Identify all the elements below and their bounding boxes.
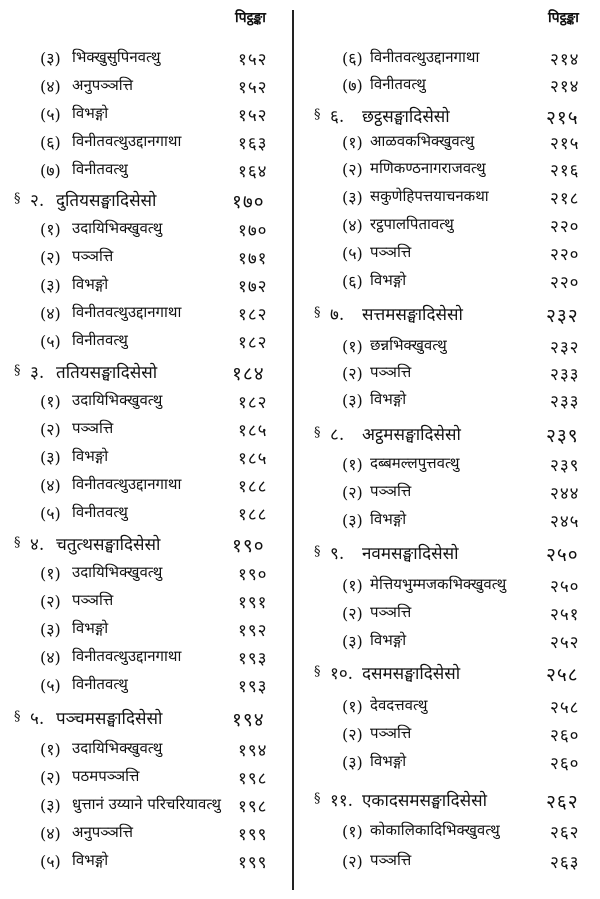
entry-page-number: २६० xyxy=(550,726,580,746)
toc-entry xyxy=(300,47,600,73)
entry-title: विनीतवत्थुउद्दानगाथा xyxy=(72,647,182,665)
entry-number: (१) xyxy=(40,392,61,411)
section-page-number: १९० xyxy=(232,535,265,557)
toc-entry xyxy=(300,574,600,600)
section-heading xyxy=(300,104,600,130)
section-title: अट्ठमसङ्घादिसेसो xyxy=(362,425,461,445)
entry-title: पञ्ञत्ति xyxy=(370,243,412,261)
entry-title: दब्बमल्लपुत्तवत्थु xyxy=(370,454,460,472)
section-page-number: २५० xyxy=(546,544,579,566)
toc-entry xyxy=(300,74,600,100)
toc-entry xyxy=(0,418,290,444)
section-title: एकादसमसङ्घादिसेसो xyxy=(362,791,488,811)
section-number: ९. xyxy=(330,544,345,564)
section-heading xyxy=(300,661,600,687)
entry-page-number: २५८ xyxy=(550,698,580,718)
section-page-number: १९४ xyxy=(232,709,265,731)
entry-number: (५) xyxy=(342,244,363,263)
entry-page-number: १८८ xyxy=(238,505,268,525)
entry-page-number: १९३ xyxy=(238,677,268,697)
section-mark: § xyxy=(14,191,21,206)
toc-entry xyxy=(0,75,290,101)
entry-number: (६) xyxy=(40,133,61,152)
toc-entry xyxy=(300,630,600,656)
entry-page-number: १७१ xyxy=(238,249,268,269)
entry-page-number: २३९ xyxy=(550,456,580,476)
section-page-number: २३९ xyxy=(546,425,579,447)
entry-page-number: २६२ xyxy=(550,823,580,843)
section-number: ५. xyxy=(30,709,45,729)
section-title: दसमसङ्घादिसेसो xyxy=(362,664,461,684)
section-number: ८. xyxy=(330,425,345,445)
entry-page-number: १९० xyxy=(238,565,268,585)
entry-title: विनीतवत्थु xyxy=(72,331,128,349)
entry-title: पञ्ञत्ति xyxy=(72,419,114,437)
toc-entry xyxy=(0,502,290,528)
toc-entry xyxy=(300,695,600,721)
entry-number: (५) xyxy=(40,504,61,523)
entry-page-number: १७२ xyxy=(238,277,268,297)
section-title: दुतियसङ्घादिसेसो xyxy=(56,191,157,211)
section-heading xyxy=(0,188,290,214)
toc-entry xyxy=(0,131,290,157)
entry-title: सकुणेहिपत्तयाचनकथा xyxy=(370,187,489,205)
entry-page-number: १५२ xyxy=(238,106,268,126)
entry-page-number: १७० xyxy=(238,221,268,241)
entry-title: देवदत्तवत्थु xyxy=(370,696,428,714)
column-divider xyxy=(292,10,294,890)
entry-number: (१) xyxy=(342,576,363,595)
toc-entry xyxy=(300,453,600,479)
entry-page-number: १८२ xyxy=(238,305,268,325)
entry-title: विनीतवत्थु xyxy=(72,503,128,521)
entry-number: (५) xyxy=(40,332,61,351)
section-page-number: १७० xyxy=(232,191,265,213)
entry-page-number: १६४ xyxy=(238,162,268,182)
section-mark: § xyxy=(14,535,21,550)
toc-entry xyxy=(300,820,600,846)
toc-entry xyxy=(300,362,600,388)
section-number: ३. xyxy=(30,363,45,383)
section-heading xyxy=(300,422,600,448)
entry-page-number: १९८ xyxy=(238,769,268,789)
entry-page-number: १८२ xyxy=(238,333,268,353)
entry-title: भिक्खुसुपिनवत्थु xyxy=(72,48,161,66)
entry-page-number: १९२ xyxy=(238,621,268,641)
entry-title: उदायिभिक्खुवत्थु xyxy=(72,739,163,757)
entry-page-number: १८५ xyxy=(238,449,268,469)
entry-page-number: १८५ xyxy=(238,421,268,441)
entry-number: (३) xyxy=(40,796,61,815)
entry-title: विभङ्गो xyxy=(72,851,109,869)
toc-entry xyxy=(300,158,600,184)
section-number: ४. xyxy=(30,535,45,555)
section-heading xyxy=(300,541,600,567)
entry-title: मेत्तियभुम्मजकभिक्खुवत्थु xyxy=(370,575,507,593)
entry-title: धुत्तानं उय्याने परिचरियावत्थु xyxy=(72,795,221,813)
entry-number: (१) xyxy=(40,740,61,759)
entry-number: (२) xyxy=(342,364,363,383)
entry-title: पञ्ञत्ति xyxy=(370,724,412,742)
toc-entry xyxy=(300,214,600,240)
toc-entry xyxy=(0,274,290,300)
entry-number: (७) xyxy=(40,161,61,180)
entry-page-number: २१८ xyxy=(550,189,580,209)
entry-number: (३) xyxy=(342,632,363,651)
page-number-header: पिट्ठङ्का xyxy=(235,10,266,26)
entry-number: (२) xyxy=(342,725,363,744)
entry-number: (२) xyxy=(342,160,363,179)
entry-number: (५) xyxy=(40,676,61,695)
entry-title: कोकालिकादिभिक्खुवत्थु xyxy=(370,821,500,839)
section-page-number: १८४ xyxy=(232,363,265,385)
entry-page-number: २२० xyxy=(550,217,580,237)
entry-title: विभङ्गो xyxy=(370,752,407,770)
entry-number: (३) xyxy=(342,511,363,530)
entry-number: (५) xyxy=(40,852,61,871)
toc-entry xyxy=(300,850,600,876)
entry-title: पञ्ञत्ति xyxy=(370,482,412,500)
entry-title: मणिकण्ठनागराजवत्थु xyxy=(370,159,486,177)
section-mark: § xyxy=(314,305,321,320)
toc-entry xyxy=(0,850,290,876)
toc-entry xyxy=(0,738,290,764)
entry-page-number: २१४ xyxy=(550,77,580,97)
entry-title: विभङ्गो xyxy=(72,275,109,293)
entry-page-number: १९९ xyxy=(238,825,268,845)
entry-number: (४) xyxy=(342,216,363,235)
entry-title: उदायिभिक्खुवत्थु xyxy=(72,219,163,237)
toc-entry xyxy=(300,186,600,212)
toc-entry xyxy=(0,246,290,272)
entry-number: (५) xyxy=(40,105,61,124)
toc-entry xyxy=(0,618,290,644)
toc-entry xyxy=(300,509,600,535)
entry-page-number: २४५ xyxy=(550,512,580,532)
entry-title: विभङ्गो xyxy=(370,390,407,408)
entry-number: (४) xyxy=(40,648,61,667)
entry-number: (४) xyxy=(40,77,61,96)
section-number: ११. xyxy=(330,791,354,811)
entry-page-number: १९३ xyxy=(238,649,268,669)
entry-title: विनीतवत्थुउद्दानगाथा xyxy=(72,303,182,321)
entry-number: (६) xyxy=(342,272,363,291)
entry-page-number: १९८ xyxy=(238,797,268,817)
entry-page-number: २३२ xyxy=(550,338,580,358)
entry-number: (७) xyxy=(342,76,363,95)
entry-page-number: २१५ xyxy=(550,134,580,154)
entry-page-number: १५२ xyxy=(238,78,268,98)
section-heading xyxy=(0,360,290,386)
entry-number: (१) xyxy=(342,455,363,474)
toc-entry xyxy=(0,474,290,500)
entry-page-number: १६३ xyxy=(238,134,268,154)
entry-page-number: २१४ xyxy=(550,50,580,70)
toc-entry xyxy=(0,103,290,129)
section-title: पञ्चमसङ्घादिसेसो xyxy=(56,709,163,729)
entry-number: (१) xyxy=(40,564,61,583)
section-mark: § xyxy=(314,791,321,806)
entry-number: (२) xyxy=(40,248,61,267)
entry-title: पञ्ञत्ति xyxy=(72,591,114,609)
section-heading xyxy=(300,302,600,328)
section-mark: § xyxy=(314,544,321,559)
toc-entry xyxy=(0,794,290,820)
section-page-number: २३२ xyxy=(546,305,579,327)
entry-title: विभङ्गो xyxy=(72,447,109,465)
entry-title: पञ्ञत्ति xyxy=(370,603,412,621)
entry-page-number: २१६ xyxy=(550,161,580,181)
section-mark: § xyxy=(314,107,321,122)
page-number-header: पिट्ठङ्का xyxy=(548,10,579,26)
entry-number: (१) xyxy=(342,822,363,841)
toc-entry xyxy=(300,602,600,628)
entry-number: (२) xyxy=(342,604,363,623)
toc-entry xyxy=(0,766,290,792)
entry-number: (१) xyxy=(342,337,363,356)
toc-entry xyxy=(300,723,600,749)
entry-number: (१) xyxy=(40,220,61,239)
entry-number: (३) xyxy=(342,753,363,772)
entry-title: उदायिभिक्खुवत्थु xyxy=(72,391,163,409)
entry-page-number: १९४ xyxy=(238,741,268,761)
toc-entry xyxy=(0,646,290,672)
entry-number: (२) xyxy=(40,420,61,439)
entry-page-number: २६३ xyxy=(550,853,580,873)
toc-entry xyxy=(0,446,290,472)
entry-page-number: २६० xyxy=(550,754,580,774)
entry-page-number: १८२ xyxy=(238,393,268,413)
section-number: ७. xyxy=(330,305,345,325)
section-heading xyxy=(300,788,600,814)
entry-page-number: २३३ xyxy=(550,392,580,412)
entry-number: (२) xyxy=(40,768,61,787)
entry-title: विनीतवत्थु xyxy=(72,675,128,693)
toc-entry xyxy=(300,751,600,777)
entry-title: पञ्ञत्ति xyxy=(72,247,114,265)
entry-title: छन्नभिक्खुवत्थु xyxy=(370,336,447,354)
entry-title: उदायिभिक्खुवत्थु xyxy=(72,563,163,581)
toc-entry xyxy=(300,270,600,296)
section-title: नवमसङ्घादिसेसो xyxy=(362,544,459,564)
entry-number: (३) xyxy=(40,448,61,467)
entry-title: विभङ्गो xyxy=(72,104,109,122)
toc-entry xyxy=(0,218,290,244)
section-title: छट्ठसङ्घादिसेसो xyxy=(362,107,450,127)
section-title: ततियसङ्घादिसेसो xyxy=(56,363,158,383)
toc-entry xyxy=(0,822,290,848)
entry-title: विभङ्गो xyxy=(72,619,109,637)
toc-entry xyxy=(0,330,290,356)
toc-entry xyxy=(0,159,290,185)
section-heading xyxy=(0,706,290,732)
section-mark: § xyxy=(14,709,21,724)
entry-title: विभङ्गो xyxy=(370,510,407,528)
toc-entry xyxy=(300,131,600,157)
entry-number: (३) xyxy=(40,620,61,639)
entry-title: विनीतवत्थुउद्दानगाथा xyxy=(370,48,480,66)
toc-entry xyxy=(300,389,600,415)
entry-page-number: १५२ xyxy=(238,50,268,70)
entry-number: (४) xyxy=(40,304,61,323)
entry-title: पठमपञ्ञत्ति xyxy=(72,767,140,785)
entry-page-number: २३३ xyxy=(550,365,580,385)
entry-number: (६) xyxy=(342,49,363,68)
section-title: चतुत्थसङ्घादिसेसो xyxy=(56,535,161,555)
entry-title: विभङ्गो xyxy=(370,271,407,289)
section-mark: § xyxy=(314,664,321,679)
entry-title: विभङ्गो xyxy=(370,631,407,649)
entry-number: (३) xyxy=(342,391,363,410)
entry-number: (३) xyxy=(342,188,363,207)
entry-page-number: १९१ xyxy=(238,593,268,613)
entry-number: (१) xyxy=(342,697,363,716)
entry-title: पञ्ञत्ति xyxy=(370,851,412,869)
entry-number: (३) xyxy=(40,276,61,295)
section-mark: § xyxy=(14,363,21,378)
entry-title: विनीतवत्थुउद्दानगाथा xyxy=(72,475,182,493)
toc-entry xyxy=(0,390,290,416)
entry-title: अनुपञ्ञत्ति xyxy=(72,823,133,841)
entry-title: विनीतवत्थु xyxy=(72,160,128,178)
section-title: सत्तमसङ्घादिसेसो xyxy=(362,305,463,325)
entry-page-number: १९९ xyxy=(238,853,268,873)
entry-page-number: २५१ xyxy=(550,605,580,625)
toc-entry xyxy=(300,481,600,507)
toc-entry xyxy=(0,674,290,700)
entry-page-number: २५० xyxy=(550,577,580,597)
toc-entry xyxy=(300,242,600,268)
entry-number: (४) xyxy=(40,476,61,495)
entry-title: आळवकभिक्खुवत्थु xyxy=(370,132,475,150)
toc-entry xyxy=(0,590,290,616)
section-number: ६. xyxy=(330,107,345,127)
entry-page-number: २४४ xyxy=(550,484,580,504)
entry-title: विनीतवत्थुउद्दानगाथा xyxy=(72,132,182,150)
section-number: २. xyxy=(30,191,45,211)
section-mark: § xyxy=(314,425,321,440)
entry-title: रट्ठपालपितावत्थु xyxy=(370,215,454,233)
toc-entry xyxy=(0,47,290,73)
entry-number: (१) xyxy=(342,133,363,152)
entry-title: पञ्ञत्ति xyxy=(370,363,412,381)
toc-entry xyxy=(300,335,600,361)
section-number: १०. xyxy=(330,664,354,684)
entry-number: (२) xyxy=(40,592,61,611)
section-page-number: २६२ xyxy=(546,791,579,813)
entry-title: विनीतवत्थु xyxy=(370,75,426,93)
entry-number: (२) xyxy=(342,483,363,502)
entry-number: (४) xyxy=(40,824,61,843)
toc-entry xyxy=(0,562,290,588)
section-page-number: २५८ xyxy=(546,664,579,686)
section-page-number: २१५ xyxy=(546,107,579,129)
entry-number: (२) xyxy=(342,852,363,871)
entry-page-number: १८८ xyxy=(238,477,268,497)
entry-page-number: २२० xyxy=(550,273,580,293)
entry-page-number: २५२ xyxy=(550,633,580,653)
section-heading xyxy=(0,532,290,558)
entry-title: अनुपञ्ञत्ति xyxy=(72,76,133,94)
entry-page-number: २२० xyxy=(550,245,580,265)
toc-entry xyxy=(0,302,290,328)
entry-number: (३) xyxy=(40,49,61,68)
